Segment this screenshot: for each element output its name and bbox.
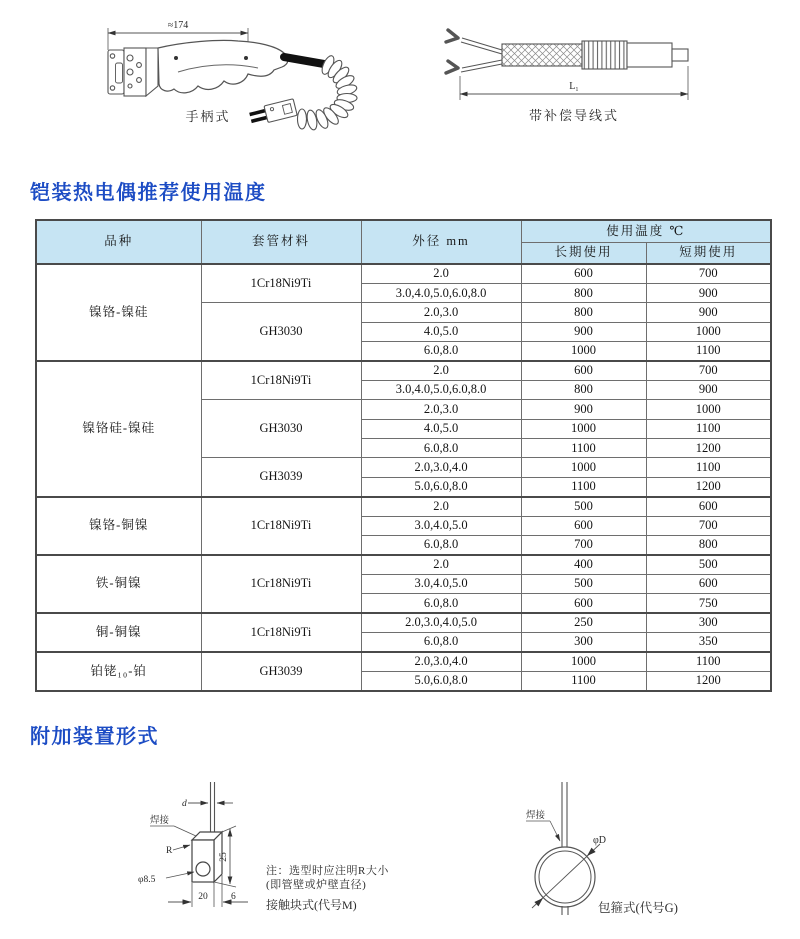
long-term-cell: 800 [521, 380, 646, 399]
radius-callout [166, 845, 190, 856]
diameter-cell: 6.0,8.0 [361, 439, 521, 458]
long-term-cell: 400 [521, 555, 646, 574]
hoop-diameter-label: φD [593, 835, 606, 846]
short-term-cell: 1100 [646, 652, 771, 671]
long-term-cell: 1100 [521, 671, 646, 690]
hoop-caption: 包箍式(代号G) [598, 901, 678, 915]
diameter-cell: 5.0,6.0,8.0 [361, 671, 521, 690]
diameter-cell: 4.0,5.0 [361, 322, 521, 341]
rod-diameter-dimension [182, 799, 233, 809]
col-header-temperature: 使用温度 ℃ [521, 220, 771, 242]
diameter-cell: 3.0,4.0,5.0,6.0,8.0 [361, 283, 521, 302]
variety-cell: 镍铬-铜镍 [36, 497, 201, 555]
short-term-cell: 1000 [646, 322, 771, 341]
short-term-cell: 1200 [646, 671, 771, 690]
coiled-cable [298, 54, 358, 131]
col-header-variety: 品种 [36, 220, 201, 264]
variety-cell: 铁-铜镍 [36, 555, 201, 613]
diameter-cell: 2.0,3.0,4.0 [361, 458, 521, 477]
note-line-1: 注：选型时应注明R大小 [266, 865, 389, 877]
table-row [36, 555, 771, 574]
short-term-cell: 700 [646, 264, 771, 283]
lead-caption: 带补偿导线式 [528, 108, 620, 123]
long-term-cell: 1100 [521, 439, 646, 458]
hole-callout [138, 872, 194, 885]
dim-25-label: 25 [219, 852, 229, 862]
length-dimension [460, 66, 688, 100]
handle-caption: 手柄式 [185, 109, 231, 124]
short-term-cell: 800 [646, 535, 771, 554]
long-term-cell: 800 [521, 283, 646, 302]
table-row [36, 652, 771, 671]
probe-tip [672, 49, 688, 61]
diameter-cell: 6.0,8.0 [361, 535, 521, 554]
material-cell: GH3030 [201, 400, 361, 458]
probe-rod [562, 782, 567, 847]
note-line-2: (即管壁或炉壁直径) [266, 879, 367, 891]
selection-note [266, 863, 389, 891]
dim-6-label: 6 [231, 892, 236, 902]
long-term-cell: 300 [521, 632, 646, 651]
col-header-long-term: 长期使用 [521, 242, 646, 264]
col-header-material: 套管材料 [201, 220, 361, 264]
section-title-attachments: 附加装置形式 [30, 726, 159, 748]
long-term-cell: 600 [521, 516, 646, 535]
long-term-cell: 600 [521, 361, 646, 380]
diameter-cell: 2.0 [361, 555, 521, 574]
material-cell: GH3030 [201, 303, 361, 361]
material-cell: 1Cr18Ni9Ti [201, 361, 361, 400]
handle-probe-drawing [78, 8, 388, 145]
short-term-cell: 1100 [646, 342, 771, 361]
handle-connector-block [108, 48, 158, 96]
long-term-cell: 500 [521, 497, 646, 516]
thermocouple-plug [248, 99, 297, 127]
diameter-cell: 6.0,8.0 [361, 594, 521, 613]
lead-dimension-label: L₁ [569, 81, 579, 92]
diameter-cell: 5.0,6.0,8.0 [361, 477, 521, 496]
short-term-cell: 900 [646, 303, 771, 322]
long-term-cell: 900 [521, 322, 646, 341]
table-row [36, 361, 771, 380]
contact-block-drawing [130, 762, 420, 937]
lead-wire-probe-drawing [420, 8, 750, 145]
col-header-short-term: 短期使用 [646, 242, 771, 264]
diameter-cell: 2.0,3.0 [361, 400, 521, 419]
braided-sleeve [502, 44, 582, 66]
diameter-cell: 2.0,3.0 [361, 303, 521, 322]
diameter-cell: 2.0 [361, 361, 521, 380]
short-term-cell: 1200 [646, 477, 771, 496]
short-term-cell: 900 [646, 283, 771, 302]
col-header-diameter: 外径 mm [361, 220, 521, 264]
probe-body [627, 43, 672, 67]
lead-wires [461, 38, 502, 72]
short-term-cell: 350 [646, 632, 771, 651]
material-cell: 1Cr18Ni9Ti [201, 497, 361, 555]
material-cell: GH3039 [201, 652, 361, 691]
variety-cell: 镍铬-镍硅 [36, 264, 201, 361]
radius-label: R [166, 846, 173, 856]
diameter-cell: 3.0,4.0,5.0 [361, 574, 521, 593]
cable-boot [284, 57, 324, 64]
short-term-cell: 750 [646, 594, 771, 613]
hole-label: φ8.5 [138, 875, 156, 885]
dim-d-label: d [182, 799, 187, 809]
long-term-cell: 700 [521, 535, 646, 554]
long-term-cell: 900 [521, 400, 646, 419]
short-term-cell: 1000 [646, 400, 771, 419]
long-term-cell: 600 [521, 594, 646, 613]
material-cell: 1Cr18Ni9Ti [201, 264, 361, 303]
long-term-cell: 500 [521, 574, 646, 593]
fork-terminal [446, 30, 458, 73]
weld-label: 焊接 [526, 811, 546, 821]
ribbed-section [582, 41, 627, 69]
diameter-cell: 4.0,5.0 [361, 419, 521, 438]
handle-dimension-label: ≈174 [167, 20, 189, 31]
short-term-cell: 900 [646, 380, 771, 399]
long-term-cell: 800 [521, 303, 646, 322]
weld-callout [526, 809, 560, 841]
material-cell: 1Cr18Ni9Ti [201, 555, 361, 613]
table-row [36, 497, 771, 516]
diameter-cell: 2.0 [361, 264, 521, 283]
diameter-cell: 2.0,3.0,4.0,5.0 [361, 613, 521, 632]
variety-cell: 铜-铜镍 [36, 613, 201, 652]
temperature-table [35, 219, 772, 692]
long-term-cell: 1100 [521, 477, 646, 496]
short-term-cell: 300 [646, 613, 771, 632]
table-header [36, 220, 771, 264]
long-term-cell: 250 [521, 613, 646, 632]
probe-rod [211, 782, 215, 840]
contact-block-body [192, 832, 222, 882]
long-term-cell: 1000 [521, 419, 646, 438]
weld-label: 焊接 [150, 816, 170, 826]
variety-cell: 铂铑₁₀-铂 [36, 652, 201, 691]
short-term-cell: 1200 [646, 439, 771, 458]
long-term-cell: 600 [521, 264, 646, 283]
short-term-cell: 600 [646, 574, 771, 593]
long-term-cell: 1000 [521, 458, 646, 477]
short-term-cell: 700 [646, 516, 771, 535]
diameter-cell: 6.0,8.0 [361, 632, 521, 651]
diameter-cell: 6.0,8.0 [361, 342, 521, 361]
handle-outline [158, 40, 288, 92]
short-term-cell: 600 [646, 497, 771, 516]
short-term-cell: 700 [646, 361, 771, 380]
diameter-cell: 3.0,4.0,5.0,6.0,8.0 [361, 380, 521, 399]
dim-20-label: 20 [198, 892, 208, 902]
short-term-cell: 1100 [646, 419, 771, 438]
material-cell: 1Cr18Ni9Ti [201, 613, 361, 652]
table-row [36, 264, 771, 283]
diameter-cell: 2.0 [361, 497, 521, 516]
hoop-drawing [480, 762, 740, 937]
diameter-cell: 3.0,4.0,5.0 [361, 516, 521, 535]
short-term-cell: 500 [646, 555, 771, 574]
contact-block-caption: 接触块式(代号M) [266, 898, 357, 912]
variety-cell: 镍铬硅-镍硅 [36, 361, 201, 497]
long-term-cell: 1000 [521, 342, 646, 361]
table-row [36, 613, 771, 632]
short-term-cell: 1100 [646, 458, 771, 477]
material-cell: GH3039 [201, 458, 361, 497]
diameter-cell: 2.0,3.0,4.0 [361, 652, 521, 671]
section-title-temperature: 铠装热电偶推荐使用温度 [30, 182, 267, 204]
temp-table-body [36, 264, 771, 691]
long-term-cell: 1000 [521, 652, 646, 671]
